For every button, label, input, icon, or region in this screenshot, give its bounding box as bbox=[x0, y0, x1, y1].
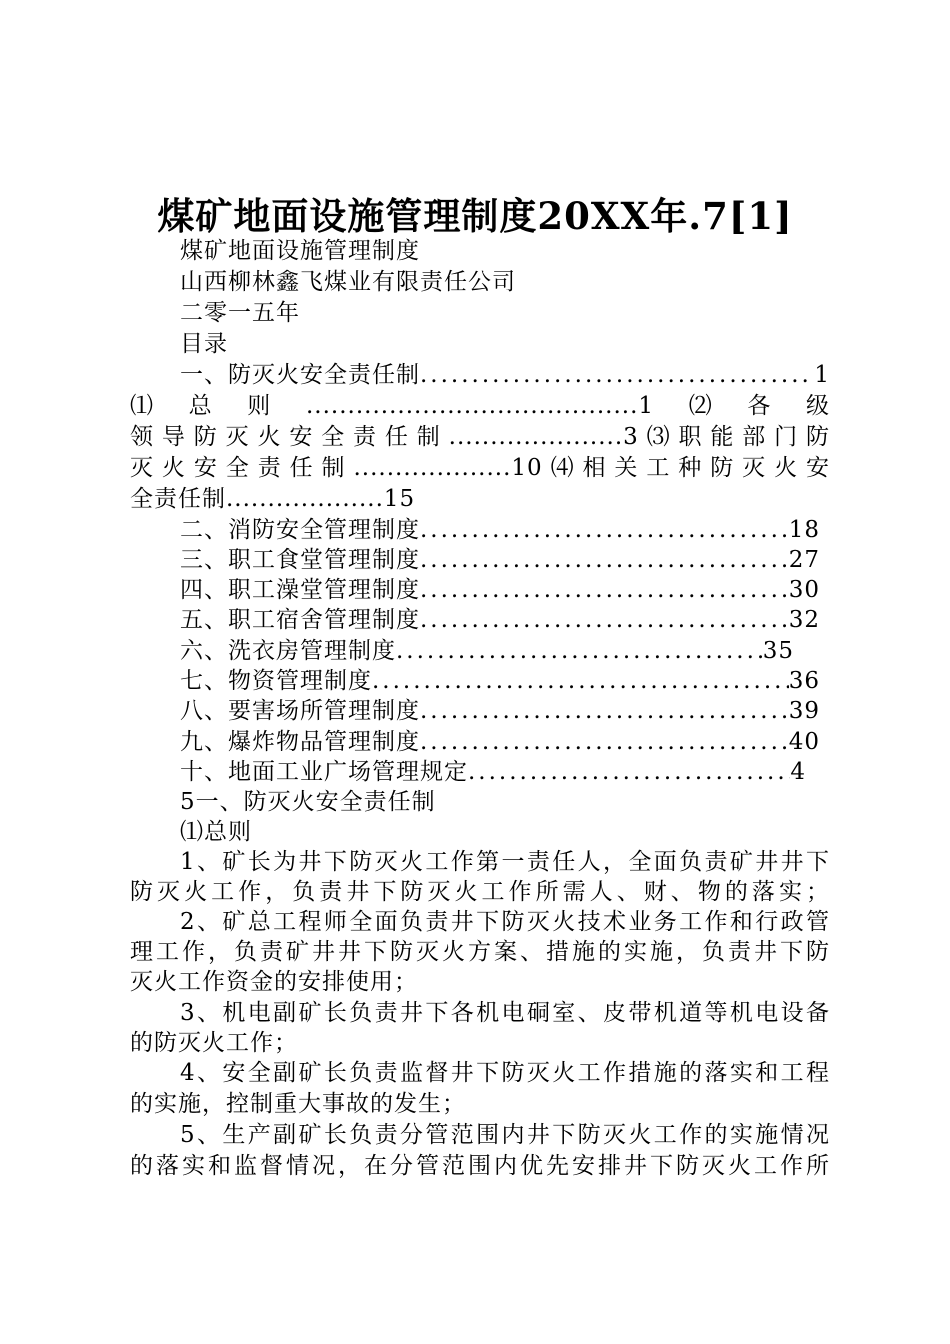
toc-entry-page: 4 bbox=[790, 759, 806, 785]
toc-entry-label: 四、职工澡堂管理制度 bbox=[180, 577, 420, 603]
paragraph-line: 的实施，控制重大事故的发生； bbox=[130, 1091, 466, 1117]
toc-entry-page: 1 bbox=[814, 362, 830, 388]
toc-entry-label: 八、要害场所管理制度 bbox=[180, 698, 420, 724]
toc-leader bbox=[420, 605, 789, 635]
toc-leader bbox=[396, 636, 763, 666]
toc-entry-page: 36 bbox=[788, 668, 820, 694]
paragraph-line: 灭火工作资金的安排使用； bbox=[130, 969, 418, 995]
toc-entry-label: 三、职工食堂管理制度 bbox=[180, 547, 420, 573]
toc-entry-page: 27 bbox=[788, 547, 820, 573]
toc-wrapped-line: 领导防灭火安全责任制.....................3⑶职能部门防 bbox=[130, 424, 830, 450]
toc-entry bbox=[180, 696, 820, 726]
paragraph-line: 1、矿长为井下防灭火工作第一责任人，全面负责矿井井下 bbox=[180, 849, 830, 875]
toc-leader bbox=[420, 575, 789, 605]
paragraph-line: 的落实和监督情况，在分管范围内优先安排井下防灭火工作所 bbox=[130, 1153, 830, 1179]
toc-entry-label: 五、职工宿舍管理制度 bbox=[180, 607, 420, 633]
toc-entry-page: 40 bbox=[788, 729, 820, 755]
toc-leader bbox=[420, 515, 789, 545]
paragraph-line: 2、矿总工程师全面负责井下防灭火技术业务工作和行政管 bbox=[180, 909, 830, 935]
toc-entry bbox=[180, 727, 820, 757]
sub-heading: ⑴总则 bbox=[180, 819, 252, 845]
toc-entry bbox=[180, 666, 820, 696]
paragraph-line: 的防灭火工作； bbox=[130, 1030, 298, 1056]
toc-wrapped-line: 全责任制...................15 bbox=[130, 486, 416, 512]
toc-entry-label: 七、物资管理制度 bbox=[180, 668, 372, 694]
paragraph-line: 3、机电副矿长负责井下各机电硐室、皮带机道等机电设备 bbox=[180, 1000, 830, 1026]
toc-entry bbox=[180, 605, 820, 635]
toc-entry bbox=[180, 757, 806, 787]
toc-entry bbox=[180, 360, 830, 390]
toc-leader bbox=[468, 757, 790, 787]
toc-leader bbox=[420, 696, 789, 726]
toc-entry-page: 39 bbox=[788, 698, 820, 724]
paragraph-line: 5、生产副矿长负责分管范围内井下防灭火工作的实施情况 bbox=[180, 1122, 830, 1148]
toc-entry-page: 35 bbox=[762, 638, 794, 664]
toc-entry bbox=[180, 515, 820, 545]
toc-wrapped-line: ⑴总则........................................1⑵各级 bbox=[130, 393, 830, 419]
toc-entry-label: 二、消防安全管理制度 bbox=[180, 517, 420, 543]
document-title: 煤矿地面设施管理制度20XX年.7[1] bbox=[157, 194, 793, 238]
subtitle-line: 煤矿地面设施管理制度 bbox=[180, 238, 420, 264]
toc-entry-page: 18 bbox=[788, 517, 820, 543]
paragraph-line: 防灭火工作，负责井下防灭火工作所需人、财、物的落实； bbox=[130, 879, 830, 905]
toc-heading: 目录 bbox=[180, 331, 228, 357]
toc-leader bbox=[420, 360, 814, 390]
company-line: 山西柳林鑫飞煤业有限责任公司 bbox=[180, 269, 516, 295]
toc-entry-page: 30 bbox=[788, 577, 820, 603]
toc-leader bbox=[372, 666, 789, 696]
toc-wrapped-line: 灭火安全责任制...................10⑷相关工种防灭火安 bbox=[130, 455, 830, 481]
toc-entry-label: 十、地面工业广场管理规定 bbox=[180, 759, 468, 785]
toc-leader bbox=[420, 727, 789, 757]
toc-leader bbox=[420, 545, 789, 575]
toc-entry bbox=[180, 545, 820, 575]
year-line: 二零一五年 bbox=[180, 300, 300, 326]
paragraph-line: 4、安全副矿长负责监督井下防灭火工作措施的落实和工程 bbox=[180, 1060, 830, 1086]
toc-entry-label: 一、防灭火安全责任制 bbox=[180, 362, 420, 388]
toc-entry-page: 32 bbox=[788, 607, 820, 633]
toc-entry bbox=[180, 636, 794, 666]
toc-entry bbox=[180, 575, 820, 605]
toc-entry-label: 六、洗衣房管理制度 bbox=[180, 638, 396, 664]
toc-entry-label: 九、爆炸物品管理制度 bbox=[180, 729, 420, 755]
section-heading: 5一、防灭火安全责任制 bbox=[180, 789, 436, 815]
paragraph-line: 理工作，负责矿井井下防灭火方案、措施的实施，负责井下防 bbox=[130, 939, 830, 965]
